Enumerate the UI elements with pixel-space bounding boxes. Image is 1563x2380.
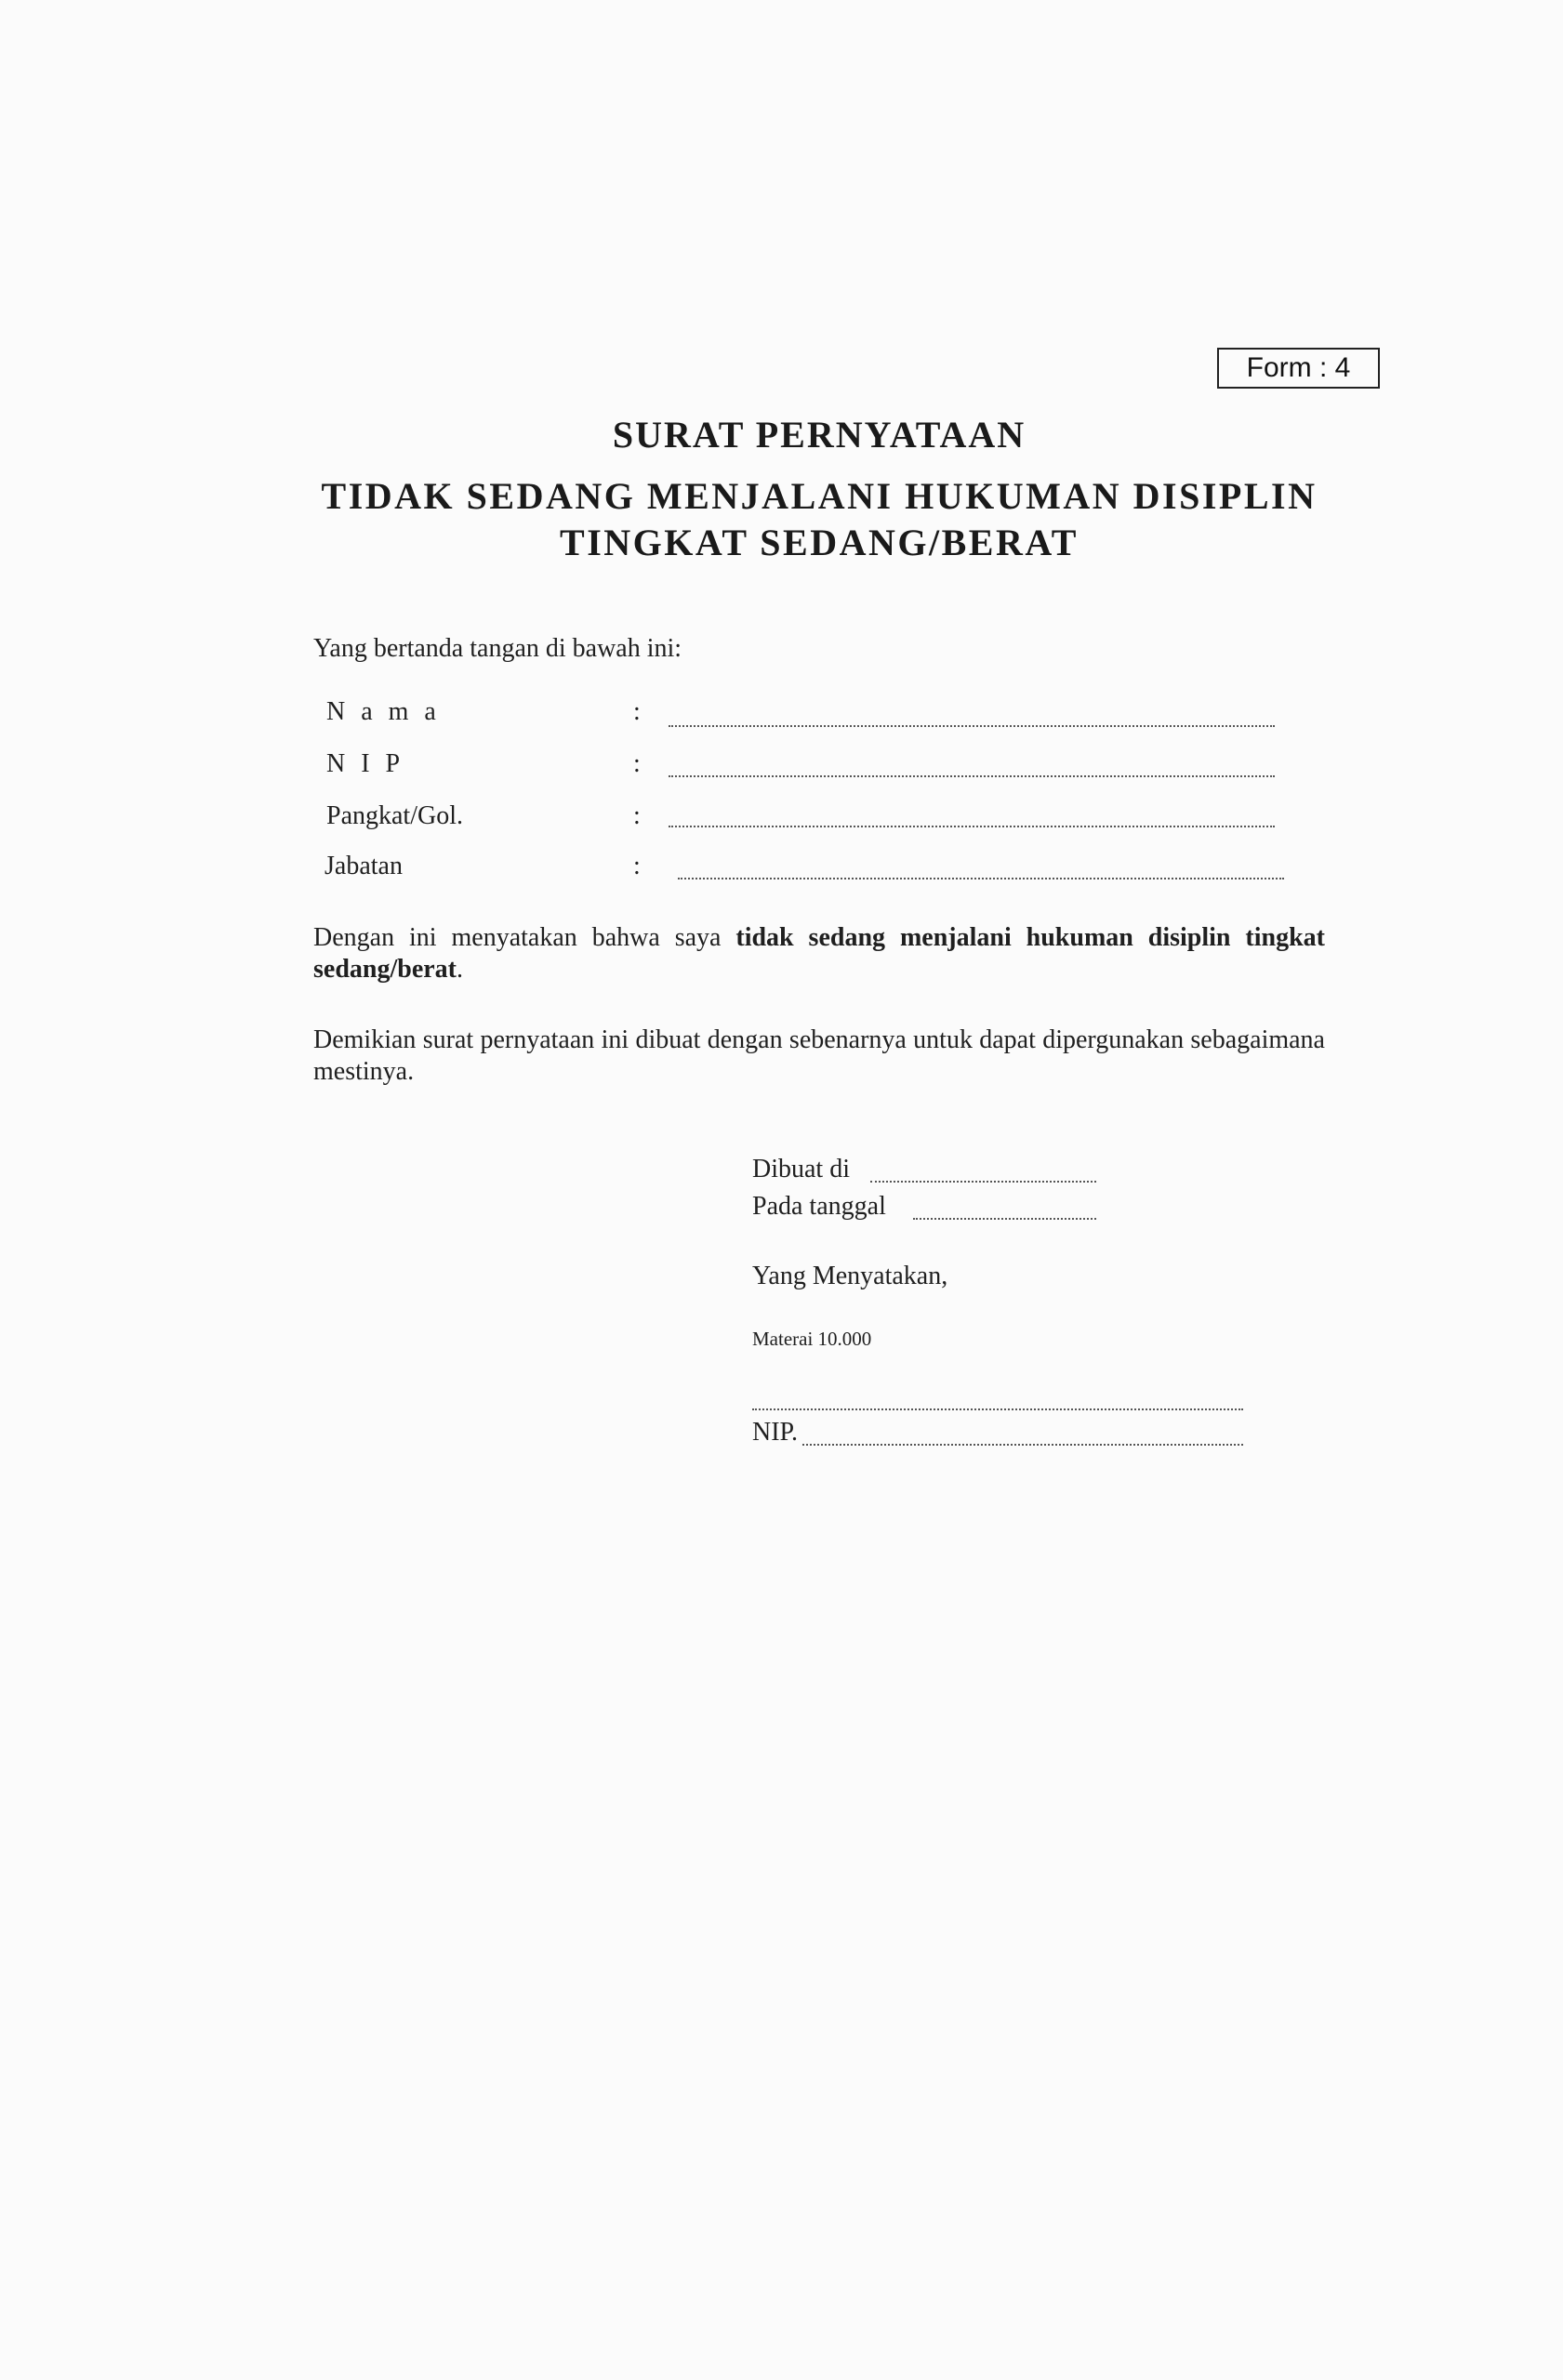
- field-colon: :: [633, 801, 641, 830]
- field-label: N a m a: [326, 697, 441, 726]
- pada-tanggal-label: Pada tanggal: [752, 1192, 886, 1221]
- statement-bold-text: tidak sedang menjalani hukuman disiplin tingkat sedang/berat: [313, 923, 1326, 984]
- statement-suffix: .: [457, 955, 463, 984]
- field-blank-line[interactable]: [678, 878, 1284, 879]
- nip-signature-line: [752, 1418, 798, 1451]
- document-subtitle-line2: TINGKAT SEDANG/BERAT: [560, 522, 1079, 563]
- yang-menyatakan-label: Yang Menyatakan,: [752, 1262, 948, 1290]
- field-jabatan: [326, 852, 1284, 889]
- form-number-badge: Form : 4: [1217, 348, 1380, 389]
- statement-paragraph: [313, 922, 1325, 985]
- materai-stamp-label: Materai 10.000: [752, 1328, 872, 1350]
- field-colon: :: [633, 697, 641, 726]
- field-blank-line[interactable]: [669, 826, 1275, 827]
- field-blank-line[interactable]: [669, 725, 1275, 727]
- signature-name-line[interactable]: [752, 1408, 1243, 1410]
- field-blank-line[interactable]: [669, 775, 1275, 777]
- closing-paragraph: Demikian surat pernyataan ini dibuat dengan sebenarnya untuk dapat dipergunakan sebagaimana mestinya.: [313, 1025, 1325, 1086]
- pada-tanggal-blank[interactable]: [913, 1218, 1096, 1220]
- nip-blank[interactable]: [802, 1444, 1243, 1446]
- field-pangkat-gol: [326, 801, 1284, 839]
- document-title: SURAT PERNYATAAN: [612, 414, 1027, 456]
- dibuat-di-label: Dibuat di: [752, 1155, 850, 1183]
- pada-tanggal-line: [752, 1192, 886, 1225]
- field-colon: :: [633, 852, 641, 880]
- dibuat-di-blank[interactable]: [870, 1181, 1096, 1183]
- field-label: Pangkat/Gol.: [326, 801, 463, 830]
- intro-text: Yang bertanda tangan di bawah ini:: [313, 634, 682, 663]
- field-label: N I P: [326, 749, 405, 778]
- field-label: Jabatan: [325, 852, 403, 880]
- document-subtitle-line1: TIDAK SEDANG MENJALANI HUKUMAN DISIPLIN: [321, 475, 1318, 517]
- field-colon: :: [633, 749, 641, 778]
- field-nip: [326, 749, 1284, 787]
- statement-prefix: Dengan ini menyatakan bahwa saya: [313, 923, 736, 952]
- dibuat-di-line: [752, 1155, 850, 1188]
- field-nama: [326, 697, 1284, 734]
- nip-label: NIP.: [752, 1418, 799, 1447]
